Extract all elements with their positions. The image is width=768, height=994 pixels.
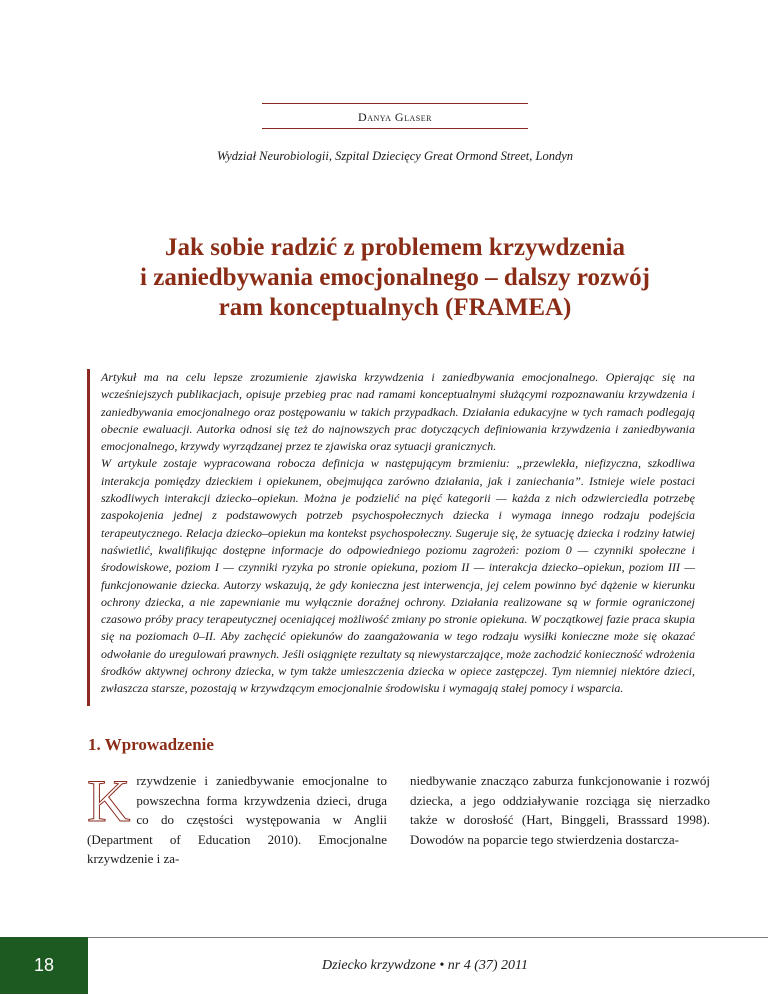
footer-rule bbox=[88, 937, 768, 938]
body-column-right: niedbywanie znacząco zaburza funkcjonowanie i rozwój dziecka, a jego oddziaływanie rozciąga się nierzadko także w dorosłość (Hart, Binggeli, Brasssard 1998). Dowodów na poparcie tego stwierdzenia dostarcza- bbox=[410, 773, 710, 847]
title-line-3: ram konceptualnych (FRAMEA) bbox=[218, 294, 572, 321]
abstract bbox=[87, 369, 695, 706]
header-rule-bottom bbox=[262, 128, 528, 129]
body-column-left bbox=[87, 768, 387, 869]
body-left-text: rzywdzenie i zaniedbywanie emocjonalne to powszechna forma krzywdzenia dzieci, druga co do częstości występowania w Anglii (Department of Education 2010). Emocjonalne krzywdzenie i za- bbox=[87, 773, 387, 866]
abstract-paragraph-1: Artykuł ma na celu lepsze zrozumienie zjawiska krzywdzenia i zaniedbywania emocjonalnego. Opierając się na wcześniejszych publikacjach, opisuje przebieg prac nad ramami konceptualnymi służącymi rozpoznawaniu krzywdzenia i zaniedbywania emocjonalnego oraz postępowaniu w takich przypadkach. Działania edukacyjne w tych ramach podlegają obecnie ewaluacji. Autorka odnosi się też do najnowszych prac dotyczących definiowania krzywdzenia i zaniedbywania emocjonalnego, krzywdy wyrządzanej przez te zjawiska oraz sytuacji granicznych. bbox=[101, 370, 695, 454]
title-line-2: i zaniedbywania emocjonalnego – dalszy rozwój bbox=[140, 264, 650, 291]
drop-cap: K bbox=[87, 768, 131, 834]
page-number-box bbox=[0, 937, 88, 994]
header-rule-top bbox=[262, 103, 528, 104]
journal-footer: Dziecko krzywdzone • nr 4 (37) 2011 bbox=[321, 958, 529, 973]
abstract-paragraph-2: W artykule zostaje wypracowana robocza definicja w następującym brzmieniu: „przewlekła, niefizyczna, szkodliwa interakcja pomiędzy dzieckiem i opiekunem, obejmująca zarówno działania, jak i zaniechania”. Istnieje wiele postaci szkodliwych interakcji dziecko–opiekun. Można je podzielić na pięć kategorii — każda z nich odzwierciedla potrzebę zaspokojenia jednej z podstawowych potrzeb psychospołecznych dziecka i wymaga innego rodzaju podejścia terapeutycznego. Relacja dziecko–opiekun ma kontekst psychospołeczny. Sugeruje się, że sytuację dziecka i rodziny łatwiej naświetlić, kwalifikując dostępne informacje do odpowiedniego poziomu zagrożeń: poziom 0 — czynniki społeczne i środowiskowe, poziom I — czynniki ryzyka po stronie opiekuna, poziom II — interakcja dziecko–opiekun, poziom III — funkcjonowanie dziecka. Autorzy wskazują, że gdy konieczna jest interwencja, jej celem powinno być dążenie w kierunku ochrony dziecka, a nie zapewnianie mu wyłącznie doraźnej ochrony. Działania realizowane są w formie ograniczonej czasowo próby pracy terapeutycznej oceniającej możliwość zmiany po stronie opiekuna. W początkowej fazie praca skupia się na poziomach 0–II. Aby zachęcić opiekunów do zaangażowania w tego rodzaju wysiłki konieczne może się okazać odwołanie do uregulowań prawnych. Jeśli osiągnięte rezultaty są niewystarczające, może zachodzić konieczność wdrożenia środków aktywnej ochrony dziecka, w tym także umieszczenia dziecka w opiece zastępczej. Tym niemniej niektóre dzieci, zwłaszcza starsze, pozostają w krzywdzącym emocjonalnie środowisku i wymagają stałej pomocy i wsparcia. bbox=[101, 456, 695, 696]
author-name: Danya Glaser bbox=[358, 110, 432, 124]
author-affiliation: Wydział Neurobiologii, Szpital Dziecięcy Great Ormond Street, Londyn bbox=[216, 149, 574, 163]
title-line-1: Jak sobie radzić z problemem krzywdzenia bbox=[165, 234, 625, 261]
article-title bbox=[40, 233, 750, 323]
page-number: 18 bbox=[33, 955, 55, 975]
section-heading: 1. Wprowadzenie bbox=[88, 735, 214, 754]
